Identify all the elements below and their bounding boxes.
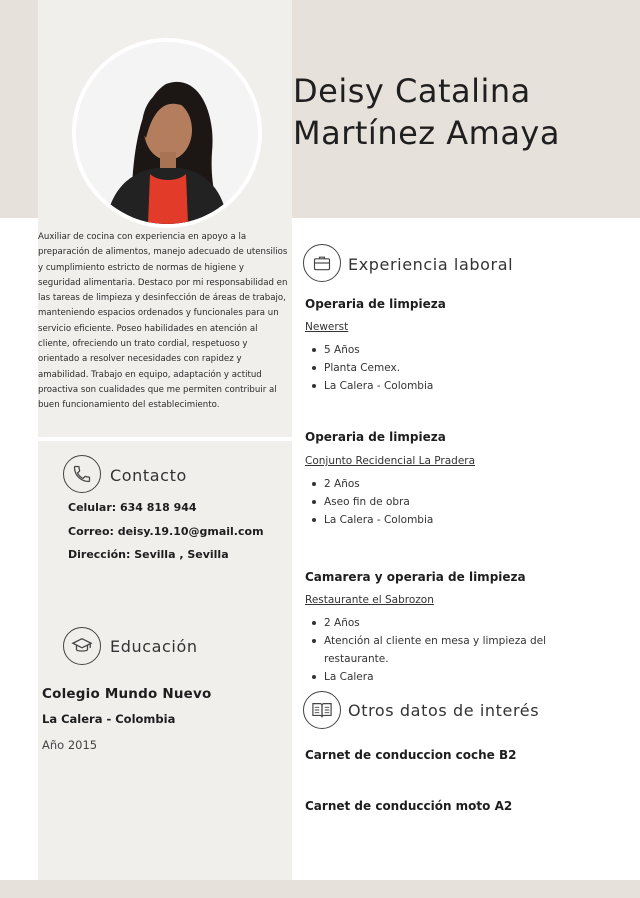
contact-phone: Celular: 634 818 944 xyxy=(68,501,197,514)
profile-photo xyxy=(72,38,262,228)
interest-item: Carnet de conducción moto A2 xyxy=(305,799,513,813)
job-title: Operaria de limpieza xyxy=(305,430,446,444)
job-detail: Planta Cemex. xyxy=(312,359,612,377)
job-detail: 5 Años xyxy=(312,341,612,359)
contact-address: Dirección: Sevilla , Sevilla xyxy=(68,548,229,561)
job-company: Restaurante el Sabrozon xyxy=(305,594,434,606)
person-illustration xyxy=(76,42,258,224)
full-name xyxy=(293,70,633,154)
profile-summary: Auxiliar de cocina con experiencia en apoyo a la preparación de alimentos, manejo adecuado de utensilios y cumplimiento estricto de normas de higiene y seguridad alimentaria. Destaco por mi responsabilidad en las tareas de limpieza y desinfección de áreas de trabajo, manteniendo espacios ordenados y funcionales para un servicio eficiente. Poseo habilidades en atención al cliente, ofreciendo un trato cordial, respetuoso y orientado a resolver necesidades con rapidez y amabilidad. Trabajo en equipo, adaptación y actitud proactiva son cualidades que me permiten contribuir al buen funcionamiento del establecimiento. xyxy=(38,232,288,411)
job-title: Operaria de limpieza xyxy=(305,297,446,311)
job-detail: Atención al cliente en mesa y limpieza del restaurante. xyxy=(312,632,570,668)
education-title: Educación xyxy=(110,637,198,656)
footer-band xyxy=(0,880,640,898)
education-year: Año 2015 xyxy=(42,738,98,752)
book-icon xyxy=(303,691,341,729)
contact-title: Contacto xyxy=(110,466,187,485)
phone-icon xyxy=(63,455,101,493)
education-school: Colegio Mundo Nuevo xyxy=(42,686,212,702)
job-detail: Aseo fin de obra xyxy=(312,493,612,511)
briefcase-icon xyxy=(303,244,341,282)
job-company: Conjunto Recidencial La Pradera xyxy=(305,455,476,467)
job-detail: La Calera - Colombia xyxy=(312,377,612,395)
name-line-2: Martínez Amaya xyxy=(293,114,560,152)
section-divider xyxy=(38,437,292,441)
job-details xyxy=(312,341,612,395)
name-line-1: Deisy Catalina xyxy=(293,72,531,110)
job-details xyxy=(312,475,612,529)
job-title: Camarera y operaria de limpieza xyxy=(305,570,526,584)
job-detail: 2 Años xyxy=(312,475,612,493)
job-detail: 2 Años xyxy=(312,614,570,632)
education-place: La Calera - Colombia xyxy=(42,712,176,726)
job-detail: La Calera - Colombia xyxy=(312,511,612,529)
experience-title: Experiencia laboral xyxy=(348,255,514,274)
contact-email: Correo: deisy.19.10@gmail.com xyxy=(68,525,264,538)
job-company: Newerst xyxy=(305,321,349,333)
other-title: Otros datos de interés xyxy=(348,701,540,720)
interest-item: Carnet de conduccion coche B2 xyxy=(305,748,517,762)
graduation-cap-icon xyxy=(63,627,101,665)
job-details xyxy=(312,614,570,686)
job-detail: La Calera xyxy=(312,668,570,686)
